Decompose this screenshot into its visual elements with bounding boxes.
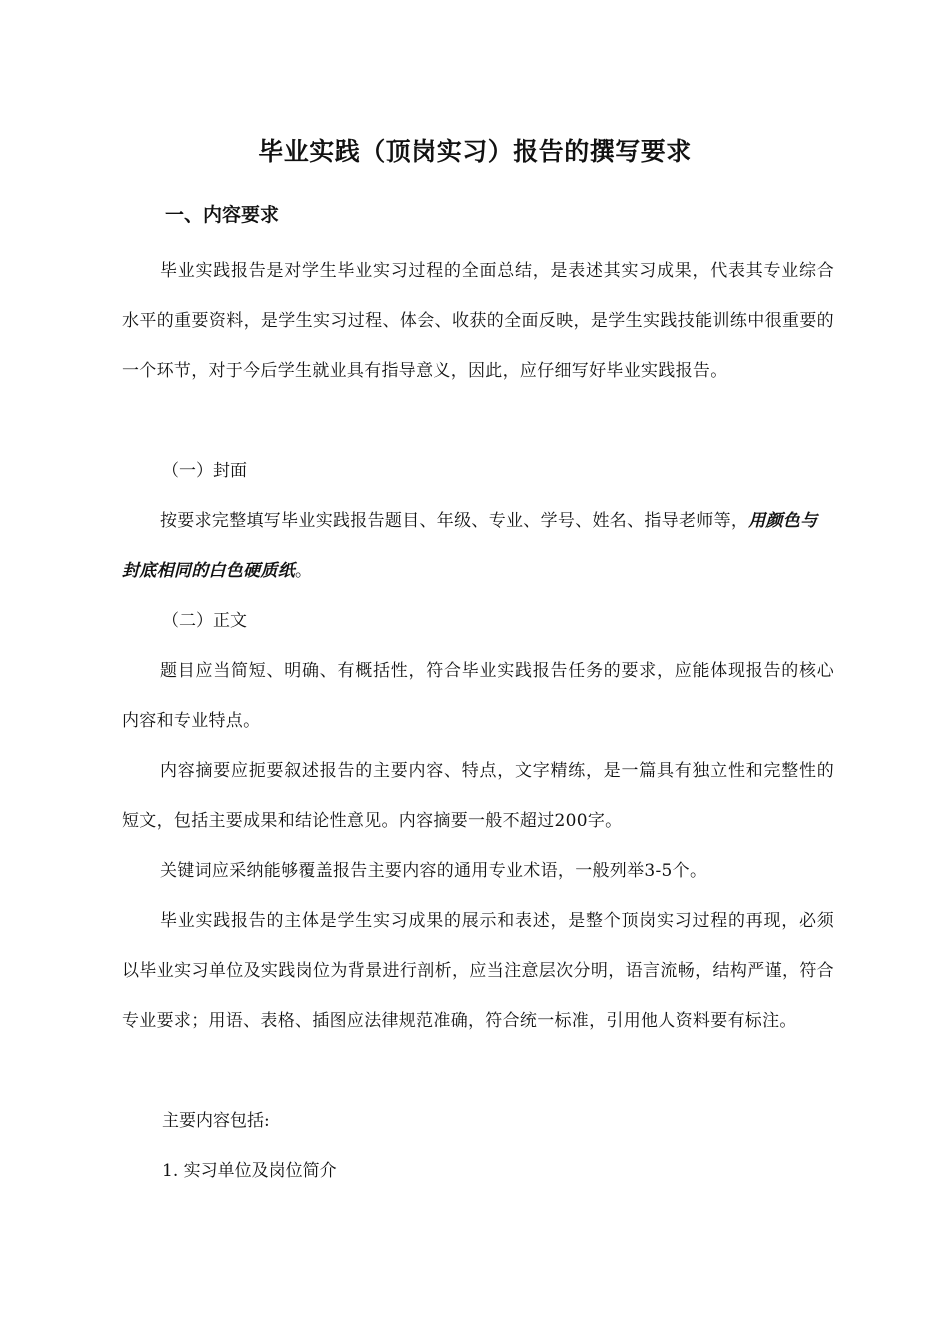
section-heading-content-requirements: 一、内容要求 [165,204,280,226]
main-body-paragraph: 毕业实践报告的主体是学生实习成果的展示和表述，是整个顶岗实习过程的再现，必须以毕业实习单位及实践岗位为背景进行剖析，应当注意层次分明，语言流畅，结构严谨，符合专业要求；用语、表格、插图应法律规范准确，符合统一标准，引用他人资料要有标注。 [122,911,834,1031]
cover-text: 按要求完整填写毕业实践报告题目、年级、专业、学号、姓名、指导老师等， [160,511,749,531]
cover-heading: （一）封面 [162,461,247,481]
cover-paragraph [122,496,834,596]
document-title: 毕业实践（顶岗实习）报告的撰写要求 [258,137,692,166]
title-requirement-paragraph: 题目应当简短、明确、有概括性，符合毕业实践报告任务的要求，应能体现报告的核心内容和专业特点。 [122,661,834,731]
keywords-paragraph: 关键词应采纳能够覆盖报告主要内容的通用专业术语，一般列举3-5个。 [160,861,708,881]
cover-end-punct: 。 [295,561,313,581]
main-content-label: 主要内容包括: [162,1111,270,1131]
body-heading: （二）正文 [162,611,247,631]
abstract-paragraph: 内容摘要应扼要叙述报告的主要内容、特点，文字精练，是一篇具有独立性和完整性的短文，包括主要成果和结论性意见。内容摘要一般不超过200字。 [122,761,834,831]
list-item-1: 1. 实习单位及岗位简介 [162,1161,337,1181]
cover-emphasis-text: 用颜色与封底相同的白色硬质纸 [122,511,818,581]
intro-paragraph: 毕业实践报告是对学生毕业实习过程的全面总结，是表述其实习成果，代表其专业综合水平的重要资料，是学生实习过程、体会、收获的全面反映，是学生实践技能训练中很重要的一个环节，对于今后学生就业具有指导意义，因此，应仔细写好毕业实践报告。 [122,261,834,381]
